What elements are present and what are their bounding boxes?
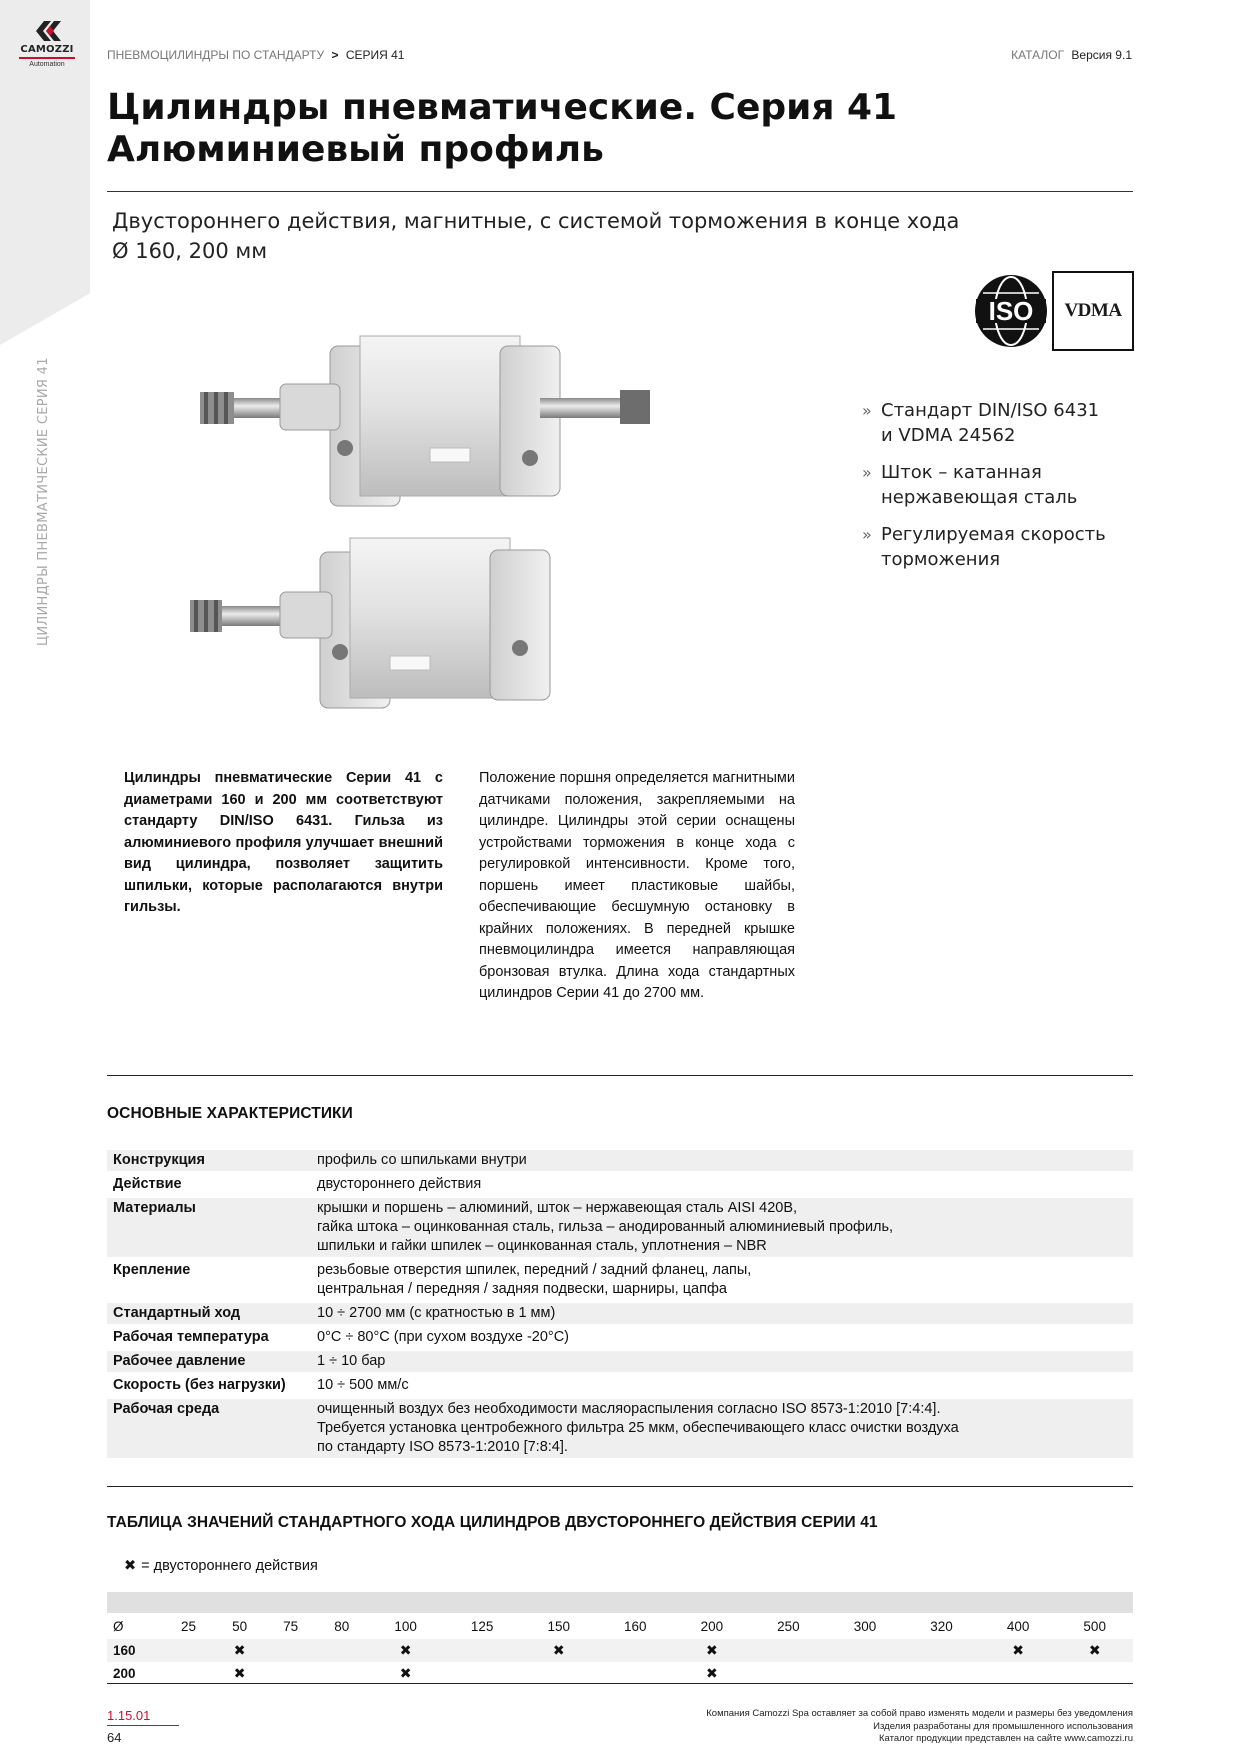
catalog-label: КАТАЛОГ [1011, 48, 1065, 62]
spec-value-line: профиль со шпильками внутри [317, 1152, 527, 1168]
stroke-header-cell: 100 [367, 1615, 444, 1639]
iso-logo-icon [973, 271, 1049, 351]
stroke-mark-cell: ✖ [1088, 1642, 1101, 1658]
disclaimer-line: Каталог продукции представлен на сайте www.camozzi.ru [879, 1733, 1133, 1744]
stroke-mark-cell [265, 1662, 316, 1685]
spec-label: Рабочая среда [107, 1399, 311, 1458]
spec-row [107, 1351, 1133, 1372]
sidebar-label: ЦИЛИНДРЫ ПНЕВМАТИЧЕСКИЕ СЕРИЯ 41 [36, 357, 51, 646]
stroke-header-diameter: Ø [107, 1615, 163, 1639]
spec-row [107, 1399, 1133, 1458]
section-divider [107, 1683, 1133, 1684]
stroke-bore: 160 [113, 1643, 136, 1658]
feature-text-line: торможения [881, 549, 1001, 570]
catalog-code: 1.15.01 [107, 1708, 151, 1723]
feature-bullet: » [862, 463, 872, 482]
feature-item [862, 522, 1132, 572]
stroke-mark-cell [163, 1662, 214, 1685]
spec-label: Рабочее давление [107, 1351, 311, 1372]
stroke-mark-cell: ✖ [399, 1642, 412, 1658]
spec-label: Материалы [107, 1198, 311, 1257]
stroke-table-band [107, 1592, 1133, 1613]
stroke-header-cell: 500 [1056, 1615, 1133, 1639]
stroke-header-cell: 125 [444, 1615, 521, 1639]
stroke-header-cell: 320 [903, 1615, 980, 1639]
stroke-row [107, 1662, 1133, 1685]
feature-bullet: » [862, 525, 872, 544]
stroke-header-cell: 400 [980, 1615, 1057, 1639]
stroke-header-cell: 150 [520, 1615, 597, 1639]
stroke-mark-cell [827, 1662, 904, 1685]
stroke-mark-cell [265, 1639, 316, 1663]
spec-value-line: 1 ÷ 10 бар [317, 1353, 386, 1369]
spec-value-line: 0°C ÷ 80°C (при сухом воздухе -20°C) [317, 1329, 570, 1345]
stroke-mark-cell [163, 1639, 214, 1663]
disclaimer-line: Компания Camozzi Spa оставляет за собой право изменять модели и размеры без уведомления [706, 1708, 1133, 1719]
spec-row [107, 1198, 1133, 1257]
spec-value [311, 1375, 1133, 1396]
subtitle-line-1: Двустороннего действия, магнитные, с системой торможения в конце хода [112, 209, 960, 233]
breadcrumb [107, 48, 404, 62]
subtitle-line-2: Ø 160, 200 мм [112, 239, 268, 263]
spec-value [311, 1399, 1133, 1458]
disclaimer-line: Изделия разработаны для промышленного использования [873, 1720, 1133, 1732]
stroke-mark-cell: ✖ [705, 1642, 718, 1658]
stroke-mark-cell [316, 1639, 367, 1663]
feature-text-line: Стандарт DIN/ISO 6431 [881, 400, 1100, 421]
feature-item [862, 460, 1132, 510]
stroke-mark-cell: ✖ [552, 1642, 565, 1658]
stroke-mark-cell: ✖ [399, 1665, 412, 1681]
double-acting-mark-icon: ✖ [124, 1558, 137, 1574]
stroke-header-cell: 75 [265, 1615, 316, 1639]
cylinder-photo-1 [180, 328, 690, 518]
stroke-header-cell: 300 [827, 1615, 904, 1639]
page-title-line-2: Алюминиевый профиль [107, 129, 604, 170]
certification-logos [973, 271, 1133, 351]
spec-value-line: 10 ÷ 500 мм/с [317, 1377, 409, 1393]
spec-value-line: крышки и поршень – алюминий, шток – нержавеющая сталь AISI 420B, [317, 1200, 798, 1216]
spec-row [107, 1303, 1133, 1324]
stroke-header-cell: 200 [674, 1615, 751, 1639]
stroke-row [107, 1639, 1133, 1663]
title-divider [107, 191, 1133, 192]
stroke-mark-cell: ✖ [233, 1665, 246, 1681]
spec-label: Конструкция [107, 1150, 311, 1171]
intro-bold-paragraph: Цилиндры пневматические Серии 41 с диаметрами 160 и 200 мм соответствуют стандарту DIN/ISO 6431. Гильза из алюминиевого профиля улучшает внешний вид цилиндра, позволяет защитить шпильки, которые располагаются внутри гильзы. [124, 770, 443, 915]
camozzi-mark-icon [32, 20, 62, 42]
spec-value [311, 1260, 1133, 1300]
stroke-header-cell: 160 [597, 1615, 674, 1639]
stroke-mark-cell [316, 1662, 367, 1685]
specs-table [107, 1147, 1133, 1461]
stroke-table [107, 1615, 1133, 1685]
feature-text-line: и VDMA 24562 [881, 425, 1016, 446]
spec-label: Действие [113, 1176, 182, 1192]
feature-item [862, 398, 1132, 448]
stroke-mark-cell [750, 1662, 827, 1685]
spec-row [107, 1375, 1133, 1396]
stroke-mark-cell [903, 1639, 980, 1663]
spec-value [311, 1351, 1133, 1372]
stroke-mark-cell [597, 1639, 674, 1663]
stroke-header-cell: 25 [163, 1615, 214, 1639]
stroke-header-cell: 250 [750, 1615, 827, 1639]
brand-underline [19, 57, 75, 59]
spec-label: Стандартный ход [107, 1303, 311, 1324]
stroke-mark-cell [597, 1662, 674, 1685]
stroke-legend [124, 1558, 318, 1574]
camozzi-logo [14, 20, 80, 68]
stroke-table-wrap [107, 1592, 1133, 1685]
spec-value [311, 1327, 1133, 1348]
brand-name: CAMOZZI [20, 44, 74, 55]
catalog-code-underline [107, 1725, 179, 1726]
stroke-header-cell: 80 [316, 1615, 367, 1639]
spec-value-line: двустороннего действия [317, 1176, 482, 1192]
spec-value-line: шпильки и гайки шпилек – оцинкованная сталь, уплотнения – NBR [317, 1238, 767, 1254]
stroke-mark-cell [444, 1662, 521, 1685]
section-divider [107, 1486, 1133, 1487]
version-label: Версия 9.1 [1071, 48, 1132, 62]
spec-value-line: гайка штока – оцинкованная сталь, гильза – анодированный алюминиевый профиль, [317, 1219, 894, 1235]
brand-tagline: Automation [29, 61, 65, 68]
spec-value [311, 1150, 1133, 1171]
feature-text-line: нержавеющая сталь [881, 487, 1078, 508]
spec-row [107, 1327, 1133, 1348]
cylinder-photo-2 [180, 528, 600, 718]
feature-list [862, 398, 1132, 584]
page-subtitle [112, 206, 1112, 266]
vdma-logo: VDMA [1052, 271, 1134, 351]
spec-row [107, 1260, 1133, 1300]
feature-text-line: Регулируемая скорость [881, 524, 1106, 545]
breadcrumb-item-series[interactable]: СЕРИЯ 41 [345, 48, 405, 62]
stroke-mark-cell [750, 1639, 827, 1663]
page-title-line-1: Цилиндры пневматические. Серия 41 [107, 87, 898, 128]
spec-value-line: по стандарту ISO 8573-1:2010 [7:8:4]. [317, 1439, 568, 1455]
breadcrumb-separator: > [331, 48, 339, 62]
catalog-version [1011, 48, 1132, 62]
intro-paragraph: Положение поршня определяется магнитными датчиками положения, закрепляемыми на цилиндре. Цилиндры этой серии оснащены устройствами торможения в конце хода с регулировкой интенсивности. Кроме того, поршень имеет пластиковые шайбы, обеспечивающие бесшумную остановку в крайних положениях. В передней крышке пневмоцилиндра имеется направляющая бронзовая втулка. Длина хода стандартных цилиндров Серии 41 до 2700 мм. [479, 770, 795, 1001]
spec-value [311, 1198, 1133, 1257]
stroke-mark-cell [980, 1662, 1057, 1685]
spec-value [311, 1303, 1133, 1324]
stroke-mark-cell [444, 1639, 521, 1663]
spec-label: Крепление [113, 1262, 191, 1278]
stroke-mark-cell [520, 1662, 597, 1685]
page-number: 64 [107, 1730, 122, 1745]
spec-value-line: 10 ÷ 2700 мм (с кратностью в 1 мм) [317, 1305, 556, 1321]
specs-title: ОСНОВНЫЕ ХАРАКТЕРИСТИКИ [107, 1105, 353, 1122]
page-title [107, 87, 1137, 171]
stroke-mark-cell: ✖ [233, 1642, 246, 1658]
spec-label: Скорость (без нагрузки) [113, 1377, 286, 1393]
stroke-mark-cell: ✖ [705, 1665, 718, 1681]
footer-disclaimer [706, 1708, 1133, 1746]
spec-row [107, 1150, 1133, 1171]
feature-bullet: » [862, 401, 872, 420]
stroke-mark-cell [1056, 1662, 1133, 1685]
feature-text-line: Шток – катанная [881, 462, 1042, 483]
spec-value [311, 1174, 1133, 1195]
spec-row [107, 1174, 1133, 1195]
spec-value-line: резьбовые отверстия шпилек, передний / задний фланец, лапы, [317, 1262, 752, 1278]
spec-value-line: очищенный воздух без необходимости масляораспыления согласно ISO 8573-1:2010 [7:4:4]. [317, 1401, 941, 1417]
spec-value-line: Требуется установка центробежного фильтра 25 мкм, обеспечивающего класс очистки воздуха [317, 1420, 959, 1436]
stroke-header-cell: 50 [214, 1615, 265, 1639]
stroke-mark-cell [903, 1662, 980, 1685]
spec-value-line: центральная / передняя / задняя подвески, шарниры, цапфа [317, 1281, 727, 1297]
section-divider [107, 1075, 1133, 1076]
stroke-mark-cell [827, 1639, 904, 1663]
stroke-table-title: ТАБЛИЦА ЗНАЧЕНИЙ СТАНДАРТНОГО ХОДА ЦИЛИНДРОВ ДВУСТОРОННЕГО ДЕЙСТВИЯ СЕРИИ 41 [107, 1514, 878, 1531]
top-bar [107, 48, 1132, 66]
legend-text: = двустороннего действия [141, 1558, 318, 1574]
spec-label: Рабочая температура [113, 1329, 269, 1345]
svg-text:ISO: ISO [988, 296, 1034, 326]
stroke-bore: 200 [113, 1666, 136, 1681]
breadcrumb-item-category[interactable]: ПНЕВМОЦИЛИНДРЫ ПО СТАНДАРТУ [107, 48, 325, 62]
stroke-mark-cell: ✖ [1012, 1642, 1024, 1658]
